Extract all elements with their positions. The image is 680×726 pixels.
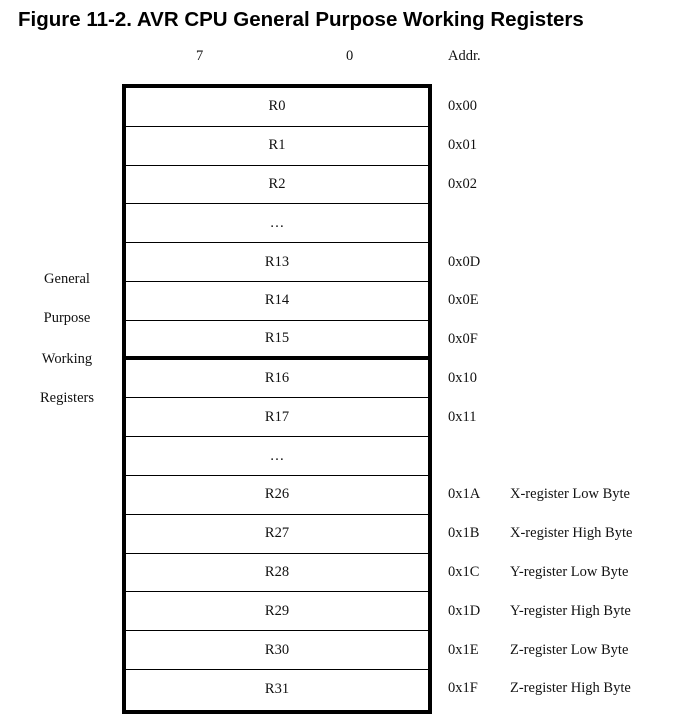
register-address: 0x1B bbox=[448, 525, 480, 542]
register-row bbox=[126, 204, 428, 243]
register-row bbox=[126, 515, 428, 554]
side-label-line: General bbox=[44, 271, 90, 287]
register-note: Z-register High Byte bbox=[510, 680, 631, 697]
register-address: 0x01 bbox=[448, 137, 477, 154]
register-name: R26 bbox=[264, 486, 290, 503]
register-address: 0x1C bbox=[448, 564, 480, 580]
register-address: 0x0E bbox=[448, 292, 479, 309]
register-name: R15 bbox=[264, 329, 290, 346]
register-note: Y-register High Byte bbox=[510, 602, 631, 619]
register-address: 0x10 bbox=[448, 370, 477, 386]
register-address: 0x11 bbox=[448, 408, 477, 425]
register-row bbox=[126, 437, 428, 476]
register-address: 0x00 bbox=[448, 98, 477, 115]
register-row bbox=[126, 127, 428, 166]
side-label-line: Working bbox=[41, 351, 93, 367]
register-name: … bbox=[269, 214, 285, 231]
register-name: R28 bbox=[264, 563, 290, 580]
side-label-line: Purpose bbox=[43, 310, 91, 326]
register-row bbox=[126, 476, 428, 515]
register-name: R30 bbox=[264, 641, 290, 658]
addr-header: Addr. bbox=[448, 48, 481, 64]
register-note: X-register High Byte bbox=[510, 525, 633, 542]
figure-title: Figure 11-2. AVR CPU General Purpose Working Registers bbox=[18, 8, 584, 31]
register-note: Z-register Low Byte bbox=[510, 641, 629, 658]
register-row bbox=[126, 166, 428, 205]
register-note: Y-register Low Byte bbox=[510, 564, 629, 580]
register-file-table bbox=[122, 84, 432, 714]
register-row bbox=[126, 243, 428, 282]
register-name: R29 bbox=[264, 602, 290, 619]
register-name: R17 bbox=[264, 408, 290, 425]
register-row bbox=[126, 360, 428, 399]
bit-7-label: 7 bbox=[196, 48, 204, 64]
register-row bbox=[126, 554, 428, 593]
register-name: R27 bbox=[264, 525, 290, 542]
register-name: R31 bbox=[264, 680, 290, 697]
register-address: 0x0D bbox=[448, 253, 481, 270]
register-address: 0x1E bbox=[448, 641, 479, 658]
register-row bbox=[126, 282, 428, 321]
register-note: X-register Low Byte bbox=[510, 486, 630, 503]
register-name: R13 bbox=[264, 253, 290, 270]
register-name: R2 bbox=[268, 175, 286, 192]
register-name: R0 bbox=[268, 98, 286, 115]
register-row bbox=[126, 321, 428, 360]
register-row bbox=[126, 592, 428, 631]
side-label-line: Registers bbox=[40, 390, 94, 406]
register-row bbox=[126, 631, 428, 670]
register-row bbox=[126, 670, 428, 709]
bit-0-label: 0 bbox=[346, 48, 354, 64]
register-address: 0x1A bbox=[448, 486, 481, 503]
register-address: 0x02 bbox=[448, 176, 477, 192]
register-address: 0x1D bbox=[448, 602, 481, 619]
register-row bbox=[126, 398, 428, 437]
register-name: … bbox=[269, 447, 285, 464]
register-address: 0x0F bbox=[448, 331, 478, 348]
register-name: R16 bbox=[264, 369, 290, 386]
register-name: R14 bbox=[264, 292, 290, 309]
register-address: 0x1F bbox=[448, 680, 478, 697]
register-row bbox=[126, 88, 428, 127]
register-name: R1 bbox=[268, 137, 286, 154]
